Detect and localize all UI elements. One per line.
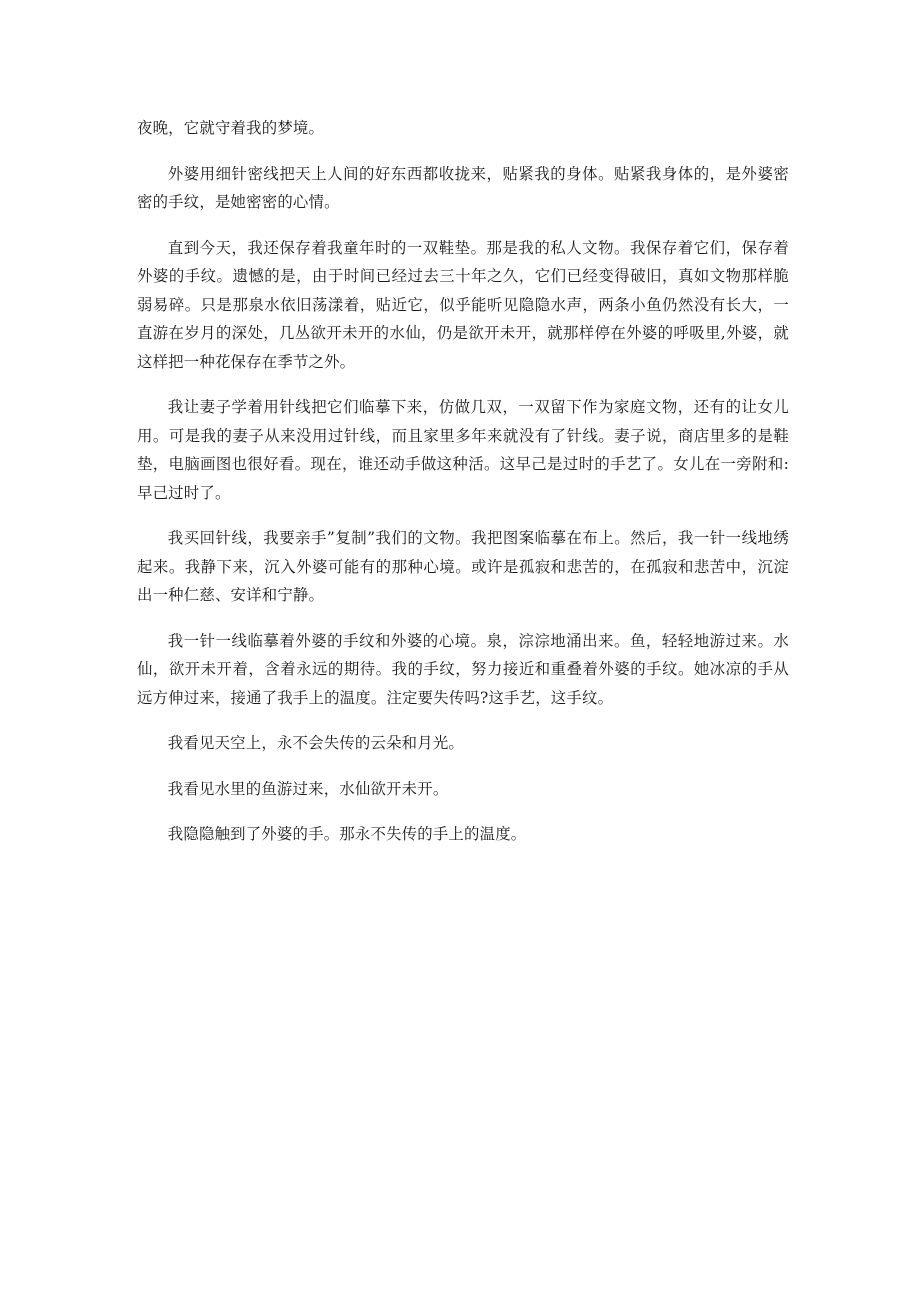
paragraph-8: 我看见水里的鱼游过来，水仙欲开未开。: [167, 779, 449, 798]
paragraph-1: 夜晚，它就守着我的梦境。: [137, 119, 325, 137]
paragraph-2: 外婆用细针密线把天上人间的好东西都收拢来，贴紧我的身体。贴紧我身体的，是外婆密密的手纹，是她密密的心情。: [137, 164, 789, 211]
paragraph-9: 我隐隐触到了外婆的手。那永不失传的手上的温度。: [167, 825, 527, 843]
paragraph-6: 我一针一线临摹着外婆的手纹和外婆的心境。泉，淙淙地涌出来。鱼，轻轻地游过来。水仙，欲开未开着，含着永远的期待。我的手纹，努力接近和重叠着外婆的手纹。她冰凉的手从远方伸过来，接通了我手上的温度。注定要失传吗?这手艺，这手纹。: [137, 631, 789, 707]
paragraph-4: 我让妻子学着用针线把它们临摹下来，仿做几双，一双留下作为家庭文物，还有的让女儿用。可是我的妻子从来没用过针线，而且家里多年来就没有了针线。妻子说，商店里多的是鞋垫，电脑画图也很好看。现在，谁还动手做这种活。这早己是过时的手艺了。女儿在一旁附和:早己过时了。: [137, 398, 789, 502]
paragraph-5: 我买回针线，我要亲手”复制”我们的文物。我把图案临摹在布上。然后，我一针一线地绣起来。我静下来，沉入外婆可能有的那种心境。或许是孤寂和悲苦的，在孤寂和悲苦中，沉淀出一种仁慈、安详和宁静。: [137, 529, 789, 604]
paragraph-7: 我看见天空上，永不会失传的云朵和月光。: [167, 734, 465, 752]
document-body: [137, 114, 789, 866]
paragraph-3: 直到今天，我还保存着我童年时的一双鞋垫。那是我的私人文物。我保存着它们，保存着外婆的手纹。遗憾的是，由于时间已经过去三十年之久，它们已经变得破旧，真如文物那样脆弱易碎。只是那泉水依旧荡漾着，贴近它，似乎能听见隐隐水声，两条小鱼仍然没有长大，一直游在岁月的深处，几丛欲开未开的水仙，仍是欲开未开，就那样停在外婆的呼吸里,外婆，就这样把一种花保存在季节之外。: [137, 238, 789, 371]
